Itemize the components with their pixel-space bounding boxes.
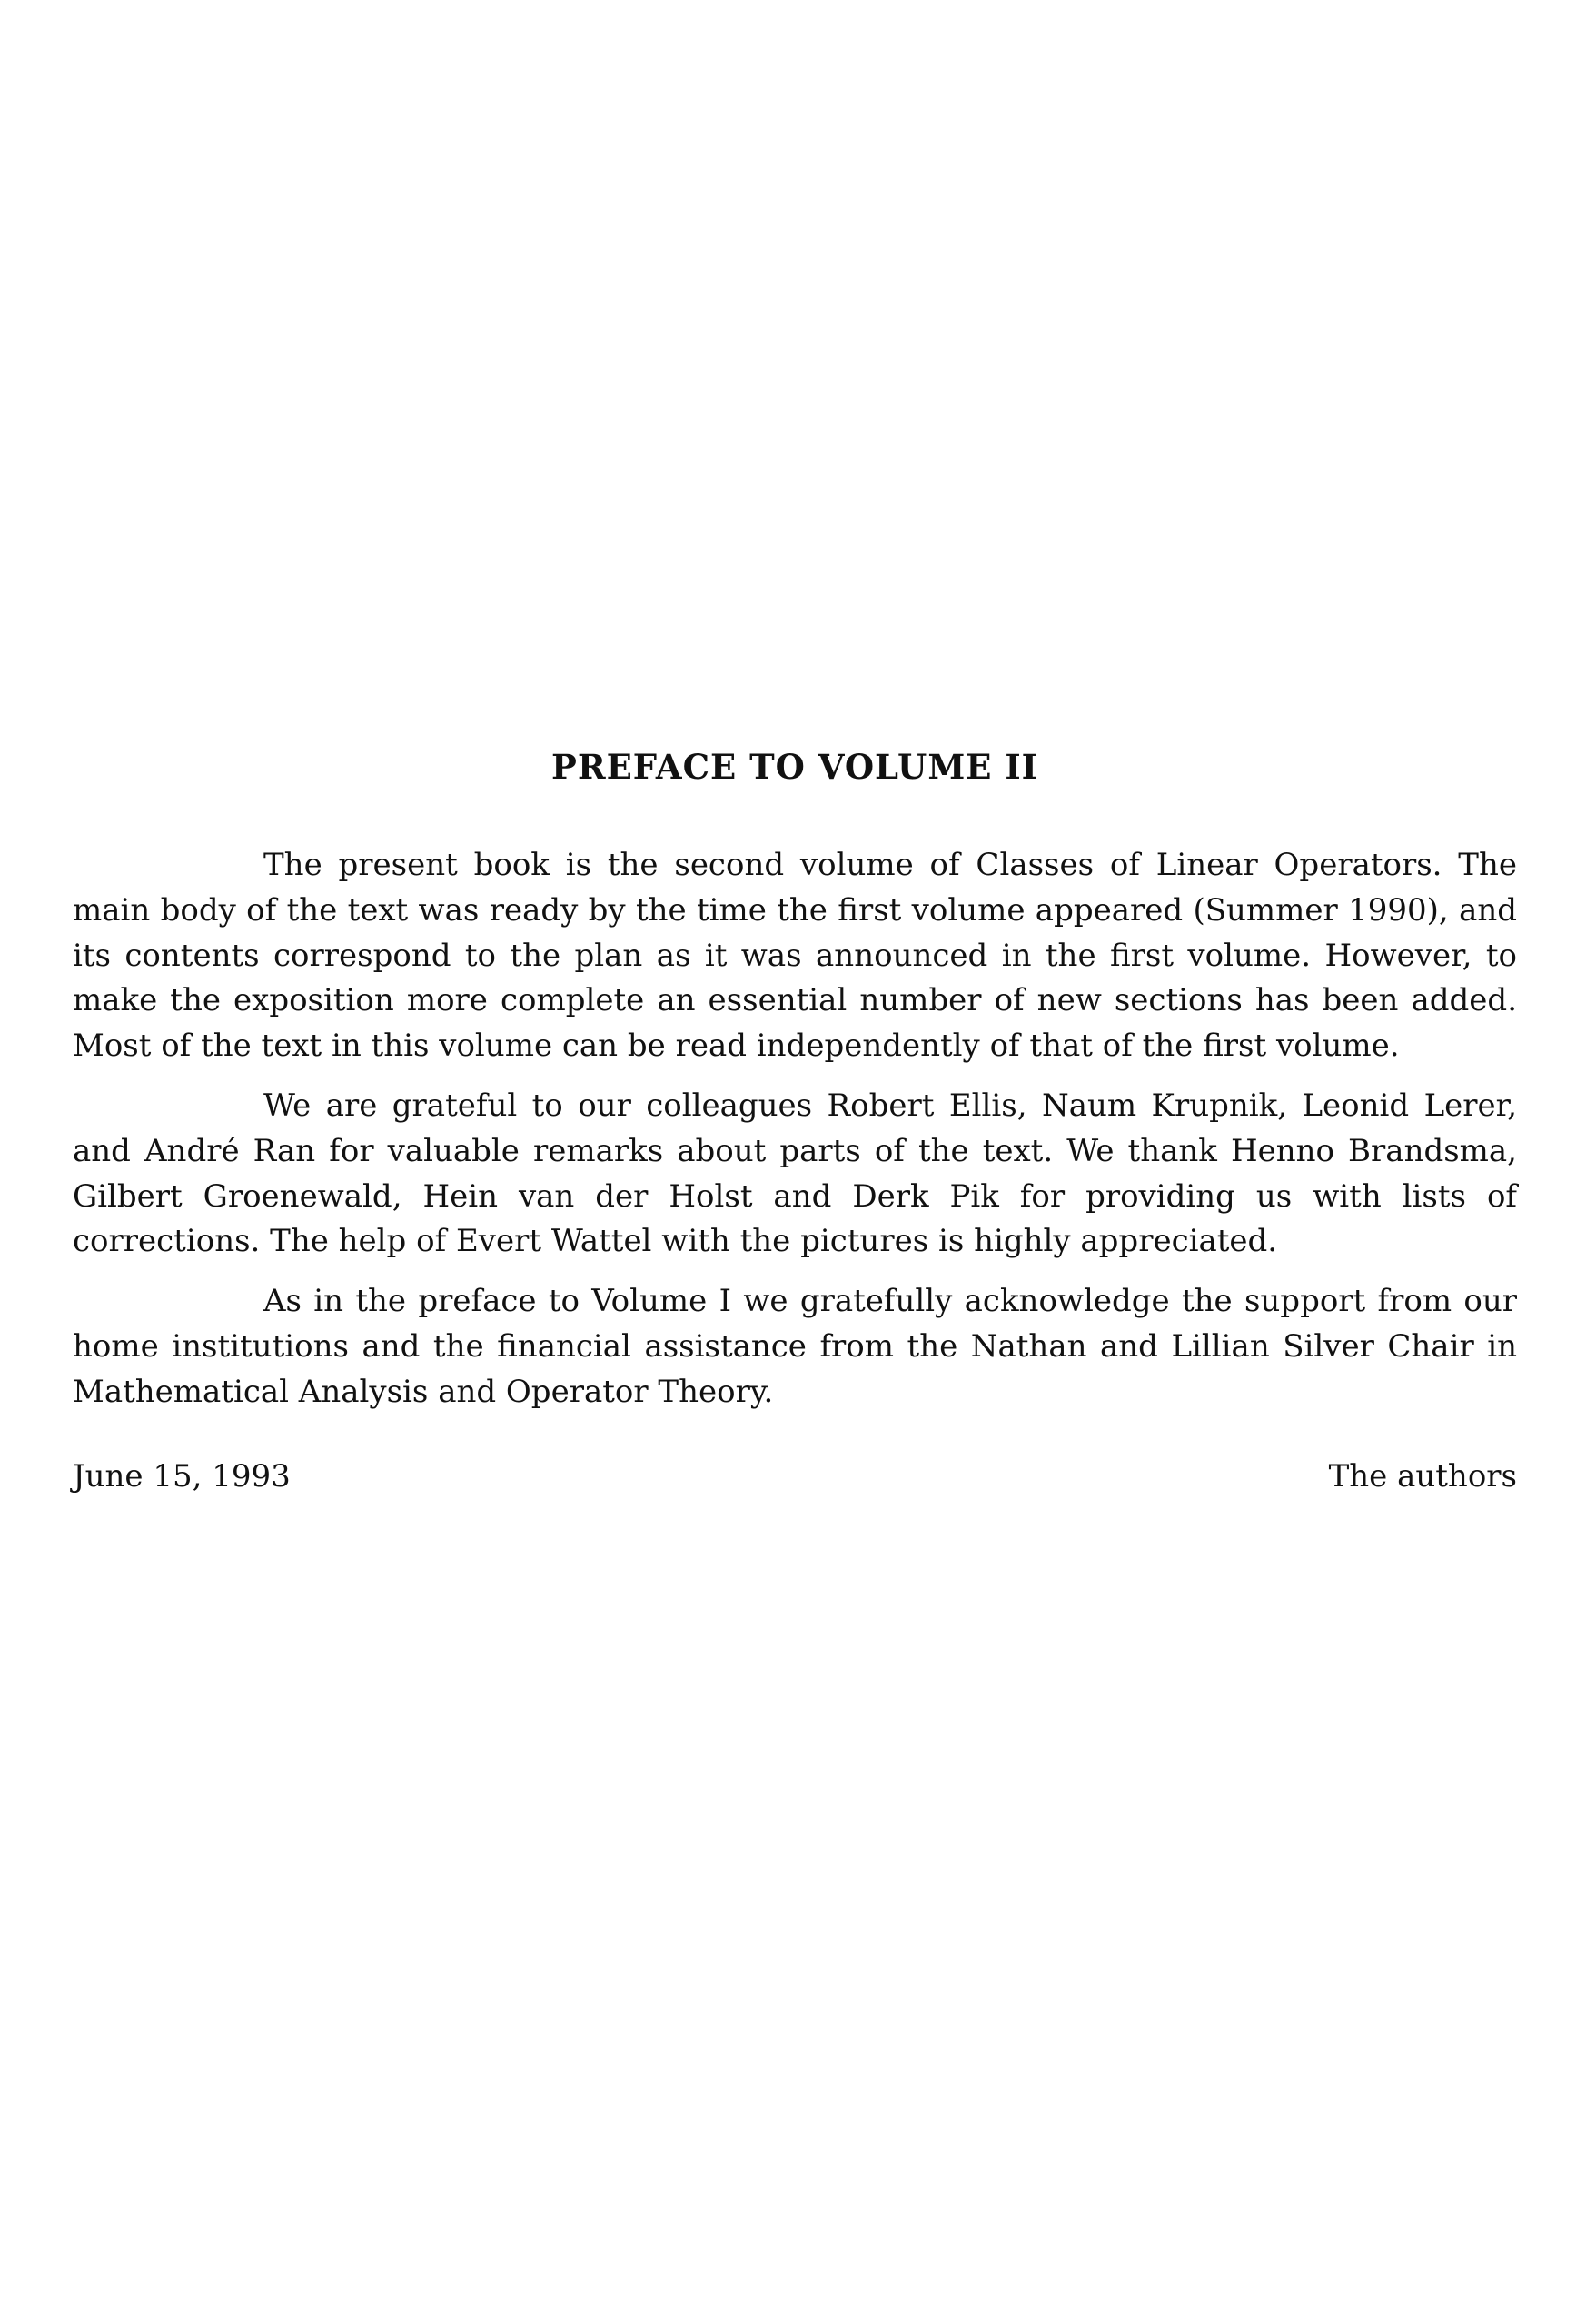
preface-title: PREFACE TO VOLUME II (551, 747, 1038, 787)
preface-paragraph-1: The present book is the second volume of Classes of Linear Operators. The main body of the text was ready by the time the first volume appeared (Summer 1990), and its contents correspond to the plan as it was announced in the first volume. However, to make the exposition more complete an essential number of new sections has been added. Most of the text in this volume can be read independently of that of the first volume. (73, 847, 1517, 1065)
preface-date: June 15, 1993 (73, 1457, 291, 1495)
preface-paragraph-2: We are grateful to our colleagues Robert Ellis, Naum Krupnik, Leonid Lerer, and André Ran for valuable remarks about parts of the text. We thank Henno Brandsma, Gilbert Groenewald, Hein van der Holst and Derk Pik for providing us with lists of corrections. The help of Evert Wattel with the pictures is highly appreciated. (73, 1087, 1517, 1260)
preface-section (73, 743, 1517, 1499)
preface-signature-line (73, 1454, 1517, 1499)
preface-paragraph-3: As in the preface to Volume I we gratefully acknowledge the support from our home institutions and the financial assistance from the Nathan and Lillian Silver Chair in Mathematical Analysis and Operator Theory. (73, 1283, 1517, 1410)
preface-authors: The authors (1328, 1457, 1517, 1495)
